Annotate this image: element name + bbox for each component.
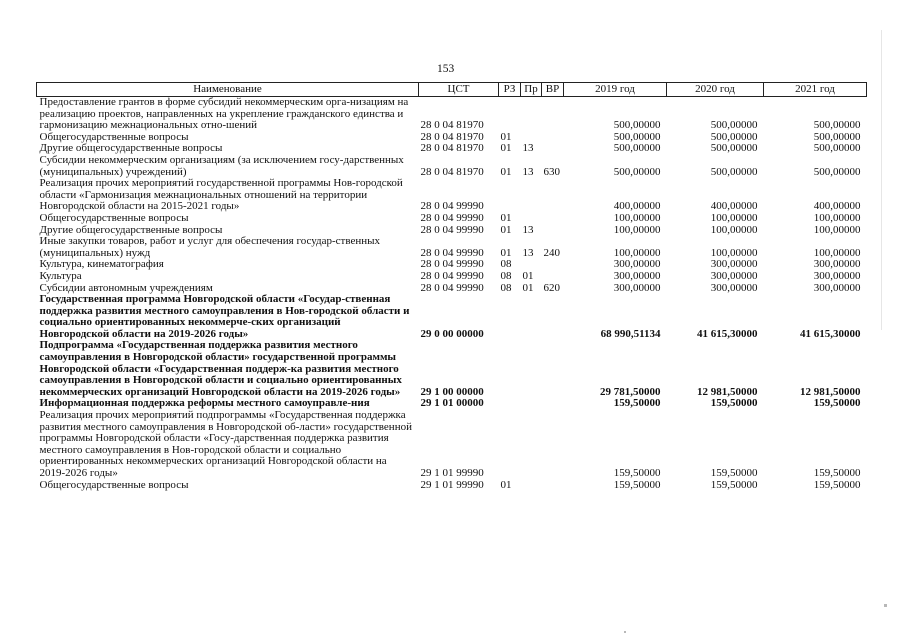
- row-name: Подпрограмма «Государственная поддержка развития местного самоуправления в Новгородской области» государственной программы Новгородской области «Государственная поддерж-ка развития местного самоуправления в Новгородской области и социально ориентированных некоммерческих организаций Новгородской области на 2019-2026 годы»: [39, 340, 402, 398]
- value-2021: 100,00000: [813, 246, 861, 259]
- column-header-2020: 2020 год: [667, 83, 764, 97]
- value-2021: 400,00000: [813, 200, 861, 213]
- row-name: Государственная программа Новгородской области «Государ-ственная поддержка развития местного самоуправления в Нов-городской области и социально ориентированных некоммерче-ских организаций Новгородской области на 2019-2026 годы»: [39, 294, 410, 340]
- table-row: [37, 480, 867, 492]
- cst-cell: 28 0 04 99990: [420, 200, 484, 213]
- cst-cell: 29 1 01 99990: [420, 467, 484, 479]
- cst-cell: 29 1 01 00000: [420, 398, 484, 410]
- vr-cell: [542, 97, 564, 132]
- value-2019: 500,00000: [613, 131, 661, 143]
- rz-cell: 01: [500, 131, 512, 143]
- table-row: [37, 259, 867, 271]
- rz-cell: 01: [500, 224, 512, 236]
- value-2019: 400,00000: [613, 200, 661, 213]
- pr-cell: [521, 259, 542, 271]
- value-2020: 300,00000: [710, 270, 758, 282]
- cst-cell: 29 0 00 00000: [420, 327, 484, 340]
- value-2019: 68 990,51134: [600, 327, 661, 340]
- pr-cell: [521, 480, 542, 492]
- table-row: [37, 410, 867, 480]
- pr-cell: 13: [522, 143, 534, 155]
- value-2021: 12 981,50000: [800, 385, 861, 398]
- rz-cell: 08: [500, 259, 512, 271]
- table-row: [37, 294, 867, 340]
- value-2019: 29 781,50000: [600, 385, 661, 398]
- table-row: [37, 340, 867, 398]
- value-2020: 100,00000: [710, 246, 758, 259]
- vr-cell: [542, 178, 564, 213]
- column-header-rz: РЗ: [499, 83, 521, 97]
- cst-cell: 28 0 04 99990: [420, 270, 484, 282]
- table-row: [37, 213, 867, 225]
- table-row: [37, 398, 867, 410]
- rz-cell: 01: [500, 479, 512, 491]
- column-header-name: Наименование: [37, 83, 419, 97]
- value-2020: 400,00000: [710, 200, 758, 213]
- rz-cell: [499, 340, 521, 398]
- row-name: Реализация прочих мероприятий государственной программы Нов-городской области «Гармонизация межнациональных отношений на территории Новгородской области на 2015-2021 годы»: [39, 178, 403, 213]
- cst-cell: 29 1 01 99990: [420, 479, 484, 491]
- value-2020: 500,00000: [710, 165, 758, 178]
- rz-cell: 08: [500, 270, 512, 282]
- row-name: Другие общегосударственные вопросы: [39, 224, 223, 236]
- vr-cell: [542, 259, 564, 271]
- row-name: Иные закупки товаров, работ и услуг для обеспечения государ-ственных (муниципальных) нужд: [39, 236, 381, 259]
- column-header-pr: Пр: [521, 83, 542, 97]
- value-2020: 300,00000: [710, 259, 758, 271]
- row-name: Культура, кинематография: [39, 259, 164, 271]
- value-2019: 100,00000: [613, 224, 661, 236]
- row-name: Культура: [39, 270, 82, 282]
- pr-cell: 01: [522, 270, 534, 282]
- value-2020: 159,50000: [710, 467, 758, 479]
- value-2019: 100,00000: [613, 246, 661, 259]
- value-2021: 500,00000: [813, 165, 861, 178]
- value-2021: 100,00000: [813, 224, 861, 236]
- value-2020: 500,00000: [710, 143, 758, 155]
- vr-cell: 240: [543, 246, 560, 259]
- value-2021: 500,00000: [813, 119, 861, 132]
- pr-cell: [521, 340, 542, 398]
- pr-cell: [521, 97, 542, 132]
- value-2020: 100,00000: [710, 212, 758, 224]
- cst-cell: 28 0 04 99990: [420, 212, 484, 224]
- value-2020: 500,00000: [710, 119, 758, 132]
- rz-cell: [499, 178, 521, 213]
- value-2021: 100,00000: [813, 212, 861, 224]
- cst-cell: 28 0 04 81970: [420, 143, 484, 155]
- value-2021: 500,00000: [813, 131, 861, 143]
- table-body: [37, 97, 867, 492]
- row-name: Другие общегосударственные вопросы: [39, 143, 223, 155]
- cst-cell: 28 0 04 99990: [420, 246, 484, 259]
- rz-cell: [499, 97, 521, 132]
- rz-cell: 01: [500, 165, 512, 178]
- value-2019: 500,00000: [613, 143, 661, 155]
- cst-cell: 28 0 04 99990: [420, 282, 484, 294]
- table-row: [37, 225, 867, 237]
- column-header-2021: 2021 год: [764, 83, 867, 97]
- pr-cell: 01: [522, 282, 534, 294]
- pr-cell: [521, 213, 542, 225]
- budget-table: [36, 82, 867, 491]
- table-row: [37, 271, 867, 283]
- value-2021: 300,00000: [813, 259, 861, 271]
- column-header-cst: ЦСТ: [419, 83, 499, 97]
- table-row: [37, 178, 867, 213]
- pr-cell: [521, 132, 542, 144]
- row-name: Общегосударственные вопросы: [39, 479, 189, 491]
- value-2019: 300,00000: [613, 270, 661, 282]
- row-name: Общегосударственные вопросы: [39, 131, 189, 143]
- vr-cell: [542, 143, 564, 155]
- rz-cell: [499, 294, 521, 340]
- rz-cell: [499, 398, 521, 410]
- column-header-2019: 2019 год: [564, 83, 667, 97]
- cst-cell: 28 0 04 99990: [420, 224, 484, 236]
- table-row: [37, 97, 867, 132]
- vr-cell: [542, 398, 564, 410]
- value-2019: 300,00000: [613, 282, 661, 294]
- value-2020: 159,50000: [710, 398, 758, 410]
- value-2020: 300,00000: [710, 282, 758, 294]
- value-2021: 159,50000: [813, 398, 861, 410]
- value-2019: 159,50000: [613, 479, 661, 491]
- vr-cell: [542, 480, 564, 492]
- table-row: [37, 155, 867, 178]
- vr-cell: [542, 410, 564, 480]
- scan-mark: [624, 631, 626, 633]
- cst-cell: 29 1 00 00000: [420, 385, 484, 398]
- table-row: [37, 143, 867, 155]
- scan-mark: [881, 30, 882, 330]
- row-name: Субсидии некоммерческим организациям (за исключением госу-дарственных (муниципальных) учреждений): [39, 154, 404, 178]
- row-name: Субсидии автономным учреждениям: [39, 282, 213, 294]
- vr-cell: [542, 225, 564, 237]
- pr-cell: [521, 294, 542, 340]
- value-2021: 41 615,30000: [800, 327, 861, 340]
- pr-cell: [521, 410, 542, 480]
- row-name: Информационная поддержка реформы местного самоуправле-ния: [39, 398, 370, 410]
- vr-cell: 620: [543, 282, 560, 294]
- column-header-vr: ВР: [542, 83, 564, 97]
- value-2021: 159,50000: [813, 479, 861, 491]
- value-2020: 100,00000: [710, 224, 758, 236]
- vr-cell: 630: [543, 165, 560, 178]
- value-2021: 500,00000: [813, 143, 861, 155]
- vr-cell: [542, 271, 564, 283]
- rz-cell: [499, 410, 521, 480]
- rz-cell: 01: [500, 246, 512, 259]
- value-2021: 300,00000: [813, 282, 861, 294]
- vr-cell: [542, 132, 564, 144]
- value-2019: 159,50000: [613, 467, 661, 479]
- rz-cell: 01: [500, 212, 512, 224]
- value-2020: 41 615,30000: [697, 327, 758, 340]
- value-2020: 500,00000: [710, 131, 758, 143]
- scan-mark: [884, 604, 887, 607]
- pr-cell: 13: [522, 246, 534, 259]
- value-2019: 300,00000: [613, 259, 661, 271]
- cst-cell: 28 0 04 81970: [420, 131, 484, 143]
- vr-cell: [542, 294, 564, 340]
- row-name: Реализация прочих мероприятий подпрограммы «Государственная поддержка развития местного самоуправления в Новгородской об-ласти» государственной программы Новгородской области «Госу-дарственная поддержка развития местного самоуправления в Нов-городской области и социально ориентированных некоммерческих организаций Новгородской области на 2019-2026 годы»: [39, 410, 412, 479]
- table-row: [37, 132, 867, 144]
- table-row: [37, 236, 867, 259]
- cst-cell: 28 0 04 81970: [420, 165, 484, 178]
- pr-cell: 13: [522, 165, 534, 178]
- vr-cell: [542, 340, 564, 398]
- rz-cell: 01: [500, 143, 512, 155]
- value-2021: 159,50000: [813, 467, 861, 479]
- vr-cell: [542, 213, 564, 225]
- value-2019: 100,00000: [613, 212, 661, 224]
- cst-cell: 28 0 04 99990: [420, 259, 484, 271]
- value-2021: 300,00000: [813, 270, 861, 282]
- value-2019: 500,00000: [613, 165, 661, 178]
- rz-cell: 08: [500, 282, 512, 294]
- pr-cell: [521, 398, 542, 410]
- pr-cell: [521, 178, 542, 213]
- value-2019: 500,00000: [613, 119, 661, 132]
- value-2019: 159,50000: [613, 398, 661, 410]
- cst-cell: 28 0 04 81970: [420, 119, 484, 132]
- value-2020: 12 981,50000: [697, 385, 758, 398]
- row-name: Общегосударственные вопросы: [39, 212, 189, 224]
- table-header-row: [37, 83, 867, 97]
- page-number: 153: [437, 63, 455, 75]
- table-row: [37, 283, 867, 295]
- value-2020: 159,50000: [710, 479, 758, 491]
- row-name: Предоставление грантов в форме субсидий некоммерческим орга-низациям на реализацию проектов, направленных на укрепление гражданского единства и гармонизацию межнациональных отно-шений: [39, 96, 409, 132]
- pr-cell: 13: [522, 224, 534, 236]
